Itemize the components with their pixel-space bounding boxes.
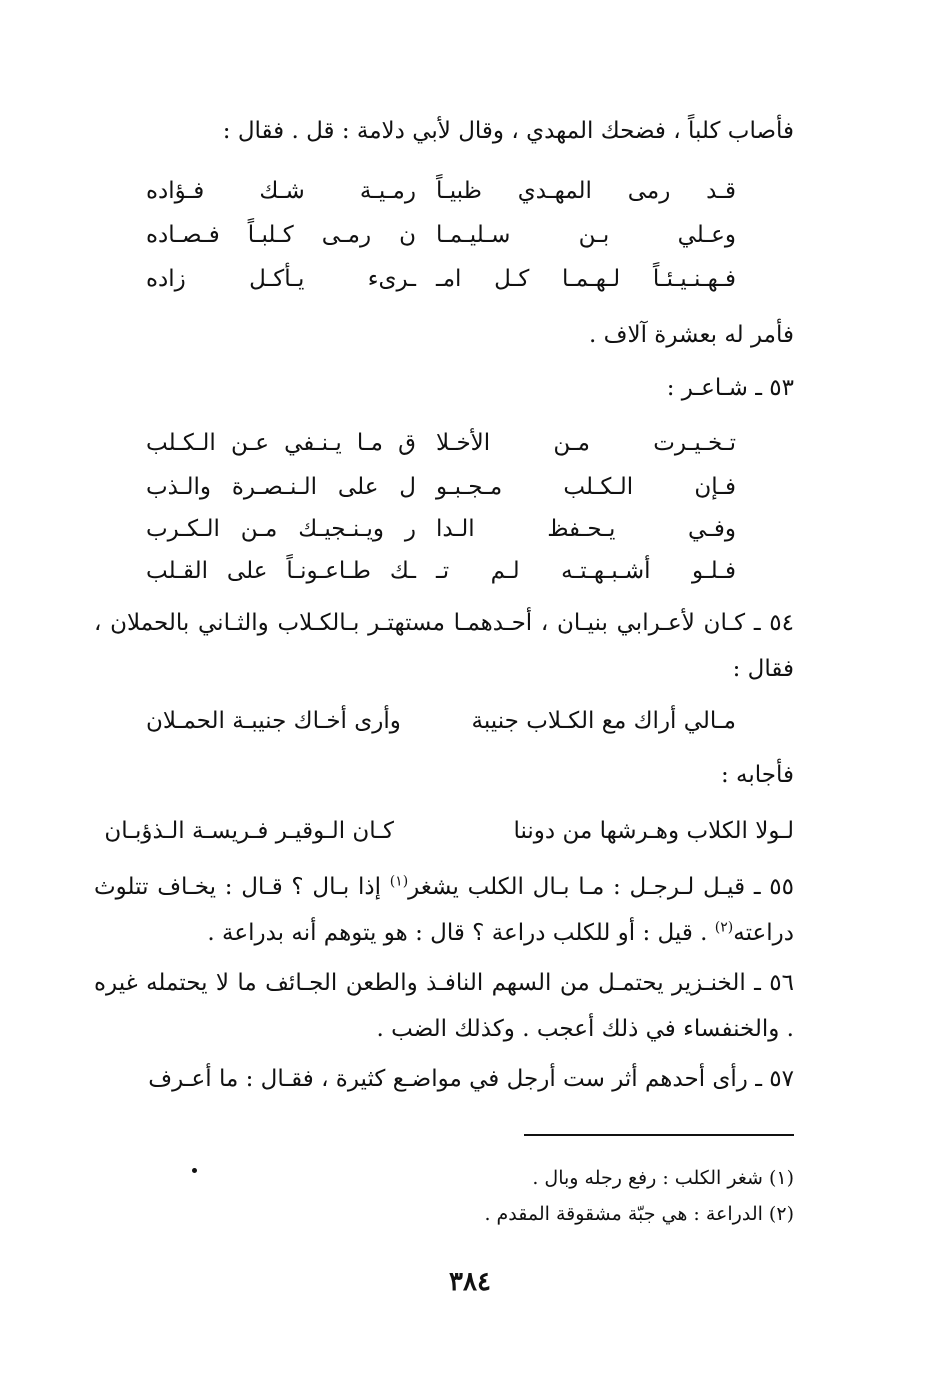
hemistich-second: ل على الـنـصـرة والـذب — [146, 474, 416, 500]
poem1-verse-1 — [146, 168, 736, 214]
poem2-verse-3 — [146, 506, 736, 552]
intro-line: فأصاب كلباً ، فضحك المهدي ، وقال لأبي دلامة : قل . فقال : — [222, 118, 794, 144]
hemistich-second: ـك طـاعـونـاً على القـلب — [146, 558, 416, 584]
section-55-text: . قيل : أو للكلب دراعة ؟ قال : هو يتوهم أنه بدراعة . — [207, 920, 715, 946]
section-57-paragraph: ٥٧ ـ رأى أحدهم أثر ست أرجل في مواضـع كثيرة ، فقـال : ما أعـرف — [148, 1066, 794, 1092]
section-54-paragraph: ٥٤ ـ كـان لأعـرابي بنيـان ، أحـدهمـا مستهتـر بـالكـلاب والثـاني بالحملان ، فقال : — [94, 610, 794, 682]
hemistich-first: فـلـو أشـبـهـتـه لـم تـ — [436, 558, 736, 584]
hemistich-first: وفـي يـحـفظ الـدا — [436, 516, 736, 542]
hemistich-second: ـرىء يـأكـل زاده — [146, 266, 416, 292]
verse-54 — [146, 698, 736, 744]
hemistich-second: ن رمـى كـلبـاً فـصـاده — [146, 222, 416, 248]
hemistich-first: فـهـنـيـئـاً لـهـمـا كـل امـ — [436, 266, 736, 292]
footnote-ref-1: (١) — [389, 873, 409, 890]
hemistich-first: تـخـيـرت مـن الأخـلا — [436, 430, 736, 456]
reply-label: فأجابه : — [720, 762, 794, 788]
poem2-verse-4 — [146, 548, 736, 594]
section-55-text: ٥٥ ـ قيـل لـرجـل : مـا بـال الكلب يشغر — [408, 874, 795, 900]
section-53-heading: ٥٣ ـ شـاعـر : — [666, 375, 794, 401]
hemistich-second: ق مـا يـنـفي عـن الـكـلب — [146, 430, 416, 456]
footnote-ref-2: (٢) — [714, 919, 734, 936]
hemistich-first: وعـلي بـن سـليـمـا — [436, 222, 736, 248]
hemistich-first: لـولا الكلاب وهـرشها من دوننا — [513, 818, 794, 844]
stray-dot — [192, 1168, 197, 1173]
section-56-paragraph: ٥٦ ـ الخنـزير يحتمـل من السهم النافـذ والطعن الجـائف ما لا يحتمله غيره . والخنفساء في ذلك أعجب . وكذلك الضب . — [94, 970, 794, 1042]
hemistich-second: كـان الـوقيـر فـريسـة الـذؤبـان — [104, 818, 394, 844]
hemistich-first: مـالي أراك مع الكـلاب جنيبة — [471, 708, 736, 734]
hemistich-second: وأرى أخـاك جنيبـة الحمـلان — [146, 708, 401, 734]
section-55-text: إذا بـال ؟ قـال : يخـاف تتلوث دراعته — [94, 874, 794, 946]
poem1-verse-2 — [146, 212, 736, 258]
poem1-verse-3 — [146, 256, 736, 302]
poem2-verse-1 — [146, 420, 736, 466]
hemistich-first: قـد رمى المهـدي ظبيـاً — [436, 178, 736, 204]
page-number: ٣٨٤ — [449, 1267, 491, 1297]
footnote-1: (١) شغر الكلب : رفع رجله وبال . — [532, 1167, 794, 1189]
footnote-2: (٢) الدراعة : هي جبّة مشقوقة المقدم . — [484, 1203, 794, 1225]
hemistich-second: رمـيـة شـك فـؤاده — [146, 178, 416, 204]
footnote-separator — [524, 1134, 794, 1136]
section-55-paragraph — [94, 864, 794, 956]
after-poem1-line: فأمر له بعشرة آلاف . — [588, 322, 794, 348]
poem2-verse-2 — [146, 464, 736, 510]
verse-54-reply — [104, 808, 794, 854]
hemistich-second: ر ويـنـجيـك مـن الـكـرب — [146, 516, 416, 542]
hemistich-first: فـإن الـكـلب مـجـبـو — [436, 474, 736, 500]
